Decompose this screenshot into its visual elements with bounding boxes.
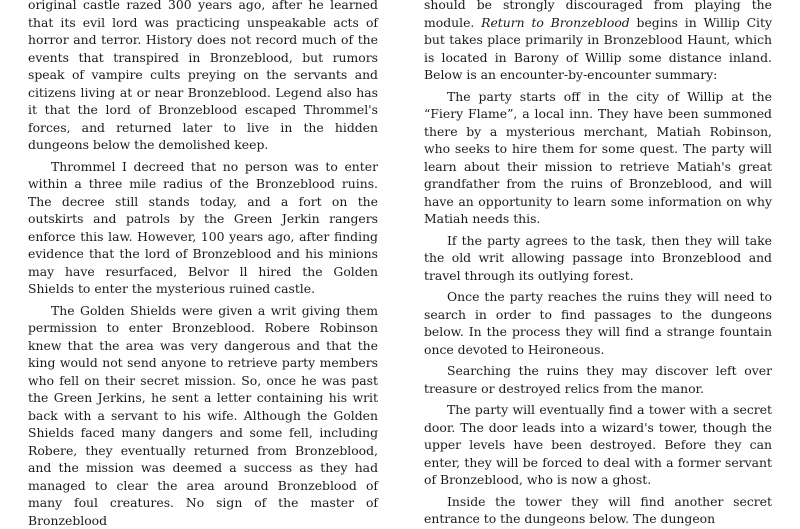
module-title: Return to Bronzeblood [481, 15, 630, 30]
paragraph: The Golden Shields were given a writ giving them permission to enter Bronzeblood. Robere Robinson knew that the area was very dangerous and that the king would not send anyone to retrieve party members who fell on their secret mission. So, once he was past the Green Jerkins, he sent a letter containing his writ back with a servant to his wife. Although the Golden Shields faced many dangers and some fell, including Robere, they eventually returned from Bronzeblood, and the mission was deemed a success as they had managed to clear the area around Bronzeblood of many foul creatures. No sign of the master of Bronzeblood [28, 302, 378, 529]
intro-text: begins in Willip City but takes place primarily in Bronzeblood Haunt, which is located in Barony of Willip some distance inland. Below is an encounter-by-encounter summary: [424, 15, 772, 83]
paragraph: The party starts off in the city of Willip at the “Fiery Flame”, a local inn. They have been summoned there by a mysterious merchant, Matiah Robinson, who seeks to hire them for some quest. The party will learn about their mission to retrieve Matiah's great grandfather from the ruins of Bronzeblood, and will have an opportunity to learn some information on why Matiah needs this. [424, 88, 772, 228]
paragraph: Once the party reaches the ruins they will need to search in order to find passages to the dungeons below. In the process they will find a strange fountain once devoted to Heironeous. [424, 288, 772, 358]
paragraph: If the party agrees to the task, then they will take the old writ allowing passage into Bronzeblood and travel through its outlying forest. [424, 232, 772, 285]
paragraph: original castle razed 300 years ago, after he learned that its evil lord was practicing unspeakable acts of horror and terror. History does not record much of the events that transpired in Bronzeblood, but rumors speak of vampire cults preying on the servants and citizens living at or near Bronzeblood. Legend also has it that the lord of Bronzeblood escaped Thrommel's forces, and returned later to live in the hidden dungeons below the demolished keep. [28, 0, 378, 154]
right-column [424, 0, 772, 528]
intro-paragraph [424, 0, 772, 84]
paragraph: Inside the tower they will find another secret entrance to the dungeons below. The dungeon [424, 493, 772, 528]
paragraph: Searching the ruins they may discover left over treasure or destroyed relics from the manor. [424, 362, 772, 397]
paragraph: Thrommel I decreed that no person was to enter within a three mile radius of the Bronzeblood ruins. The decree still stands today, and a fort on the outskirts and patrols by the Green Jerkin rangers enforce this law. However, 100 years ago, after finding evidence that the lord of Bronzeblood and his minions may have resurfaced, Belvor ll hired the Golden Shields to enter the mysterious ruined castle. [28, 158, 378, 298]
paragraph: The party will eventually find a tower with a secret door. The door leads into a wizard's tower, though the upper levels have been destroyed. Before they can enter, they will be forced to deal with a former servant of Bronzeblood, who is now a ghost. [424, 401, 772, 489]
left-column [28, 0, 378, 529]
intro-text: should be strongly discouraged from playing the module. [424, 0, 772, 30]
